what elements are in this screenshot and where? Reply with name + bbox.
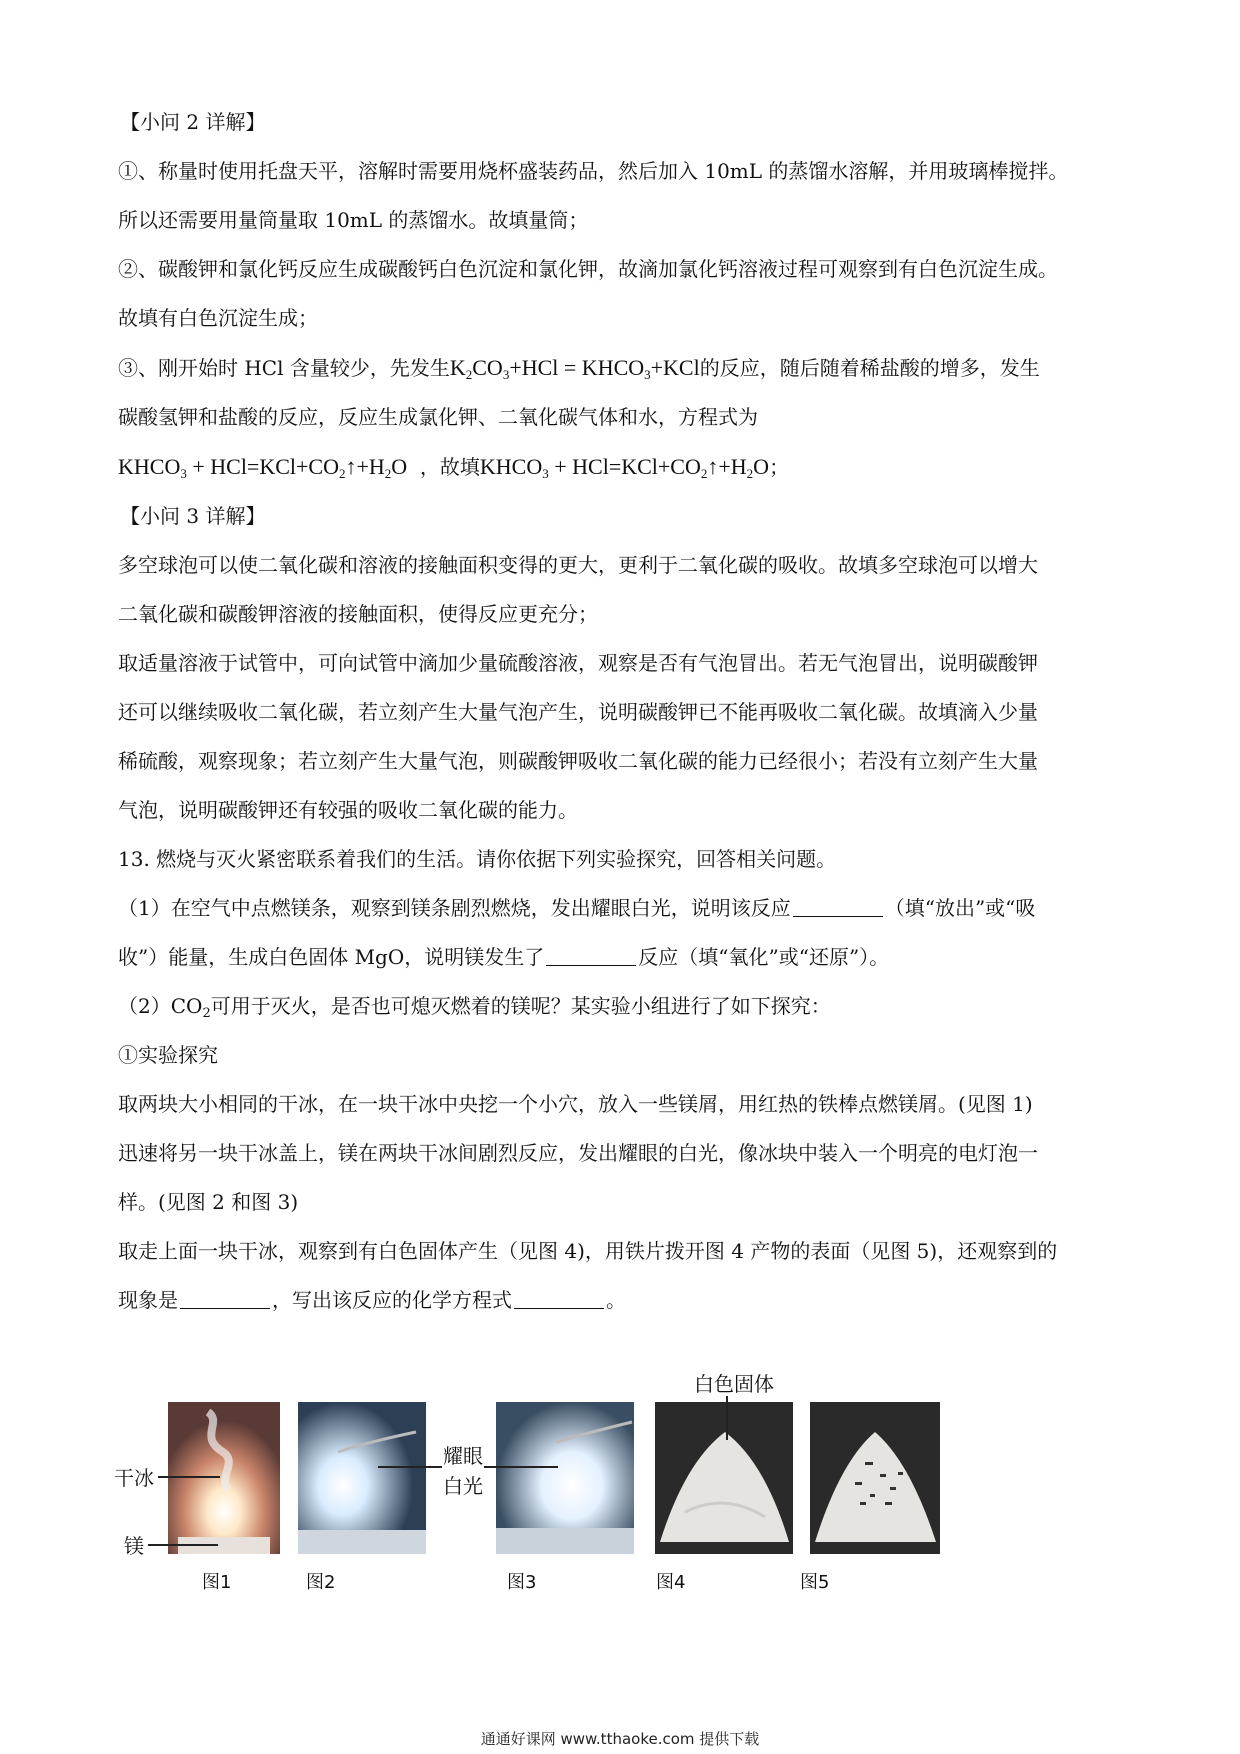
q13-exp-line4: 取走上面一块干冰，观察到有白色固体产生（见图 4)，用铁片拨开图 4 产物的表面（见图 5)，还观察到的 [118, 1239, 1058, 1263]
q13-part1-post: （填“放出”或“吸 [884, 896, 1036, 920]
figure-1-image [168, 1402, 280, 1554]
formula-sub: 3 [180, 466, 187, 481]
formula-khco3-hcl [118, 454, 407, 479]
formula-sub: 2 [465, 367, 473, 382]
experiment-figures [110, 1370, 1010, 1600]
label-bright-1: 耀眼 [443, 1444, 483, 1468]
figure-3-image [496, 1402, 634, 1554]
figure-4-image [655, 1402, 793, 1554]
formula-sub: 2 [338, 466, 346, 481]
formula-part: KHCO [118, 454, 181, 479]
q13-exp-l5-end: 。 [606, 1288, 626, 1312]
q2-heading: 【小问 2 详解】 [120, 110, 266, 134]
answer-blank[interactable] [180, 1288, 270, 1309]
q3-para2-line4: 气泡，说明碳酸钾还有较强的吸收二氧化碳的能力。 [118, 798, 578, 822]
co2-subscript: 2 [202, 1006, 211, 1021]
q2-para3-end: ； [769, 455, 790, 479]
formula-sub: 3 [542, 466, 549, 481]
document-body [118, 98, 1138, 1325]
leader-bright-left [378, 1466, 442, 1468]
leader-magnesium [148, 1544, 218, 1546]
page-footer: 通通好课网 www.tthaoke.com 提供下载 [480, 1730, 760, 1748]
formula-part: CO [472, 355, 503, 380]
formula-k2co3-hcl [450, 355, 700, 380]
q13-part2-pre: （2）CO [118, 994, 203, 1018]
caption-figure-1: 图1 [202, 1572, 232, 1593]
q3-para2-line1: 取适量溶液于试管中，可向试管中滴加少量硫酸溶液，观察是否有气泡冒出。若无气泡冒出，说明碳酸钾 [118, 651, 1038, 675]
caption-figure-4: 图4 [656, 1572, 686, 1593]
caption-figure-2: 图2 [306, 1572, 336, 1593]
q13-part2-line1 [118, 982, 1138, 1031]
q2-para3-mid: ，故填 [419, 455, 480, 479]
formula-part: ↑+H [345, 454, 385, 479]
q13-exp-l5-pre: 现象是 [118, 1288, 178, 1312]
q13-part2-post: 可用于灭火，是否也可熄灭燃着的镁呢？某实验小组进行了如下探究： [210, 994, 831, 1018]
q13-part1-line1 [118, 884, 1138, 933]
q2-para3-line2: 碳酸氢钾和盐酸的反应，反应生成氯化钾、二氧化碳气体和水，方程式为 [118, 405, 758, 429]
q2-para3-line1 [118, 343, 1138, 393]
q2-para2-line2: 故填有白色沉淀生成； [118, 306, 318, 330]
formula-part: + HCl=KCl+CO [186, 454, 339, 479]
q13-intro: 13. 燃烧与灭火紧密联系着我们的生活。请你依据下列实验探究，回答相关问题。 [118, 847, 837, 871]
q13-exp-line5 [118, 1276, 1138, 1325]
label-white-solid: 白色固体 [694, 1372, 774, 1396]
q13-part1-l2-pre: 收”）能量，生成白色固体 MgO，说明镁发生了 [118, 945, 545, 969]
answer-blank[interactable] [546, 945, 636, 966]
formula-part: + HCl=KCl+CO [548, 454, 701, 479]
formula-part: +KCl [650, 355, 700, 380]
formula-khco3-hcl-answer [480, 454, 769, 479]
formula-part: +HCl = KHCO [509, 355, 645, 380]
formula-part: KHCO [479, 454, 543, 479]
q13-exp-title: ①实验探究 [118, 1043, 218, 1067]
q2-para3-line3 [118, 442, 1138, 492]
q13-part1-pre: （1）在空气中点燃镁条，观察到镁条剧烈燃烧，发出耀眼白光，说明该反应 [118, 896, 791, 920]
caption-figure-5: 图5 [800, 1572, 830, 1593]
formula-sub: 2 [384, 466, 392, 481]
q2-para2-line1: ②、碳酸钾和氯化钙反应生成碳酸钙白色沉淀和氯化钾，故滴加氯化钙溶液过程可观察到有白色沉淀生成。 [118, 257, 1058, 281]
formula-sub: 3 [502, 367, 510, 382]
caption-figure-3: 图3 [507, 1572, 537, 1593]
leader-bright-right [484, 1466, 558, 1468]
figure-2-image [298, 1402, 426, 1554]
q3-para1-line2: 二氧化碳和碳酸钾溶液的接触面积，使得反应更充分； [118, 602, 598, 626]
q13-exp-l5-mid: ，写出该反应的化学方程式 [272, 1288, 512, 1312]
answer-blank[interactable] [793, 896, 883, 917]
q13-exp-line3: 样。(见图 2 和图 3) [118, 1190, 299, 1214]
q2-para3-post: 的反应，随后随着稀盐酸的增多，发生 [699, 356, 1040, 380]
formula-part: O [391, 454, 408, 479]
figure-5-image [810, 1402, 940, 1554]
q2-para1-line1: ①、称量时使用托盘天平，溶解时需要用烧杯盛装药品，然后加入 10mL 的蒸馏水溶解，并用玻璃棒搅拌。 [118, 159, 1069, 183]
label-dry-ice: 干冰 [114, 1466, 154, 1490]
q2-para3-pre: ③、刚开始时 HCl 含量较少，先发生 [118, 356, 450, 380]
q3-para2-line2: 还可以继续吸收二氧化碳，若立刻产生大量气泡产生，说明碳酸钾已不能再吸收二氧化碳。故填滴入少量 [118, 700, 1038, 724]
q13-exp-line2: 迅速将另一块干冰盖上，镁在两块干冰间剧烈反应，发出耀眼的白光，像冰块中装入一个明亮的电灯泡一 [118, 1141, 1038, 1165]
q13-part1-l2-post: 反应（填“氧化”或“还原”）。 [638, 945, 890, 969]
q3-para2-line3: 稀硫酸，观察现象；若立刻产生大量气泡，则碳酸钾吸收二氧化碳的能力已经很小；若没有立刻产生大量 [118, 749, 1038, 773]
leader-white-solid [726, 1396, 728, 1440]
leader-dry-ice [158, 1476, 220, 1478]
formula-part: ↑+H [707, 454, 747, 479]
formula-sub: 2 [746, 466, 754, 481]
label-magnesium: 镁 [124, 1534, 144, 1558]
q13-exp-line1: 取两块大小相同的干冰，在一块干冰中央挖一个小穴，放入一些镁屑，用红热的铁棒点燃镁屑。(见图 1) [118, 1092, 1033, 1116]
q3-para1-line1: 多空球泡可以使二氧化碳和溶液的接触面积变得的更大，更利于二氧化碳的吸收。故填多空球泡可以增大 [118, 553, 1038, 577]
formula-part: K [449, 355, 466, 380]
formula-sub: 2 [700, 466, 708, 481]
formula-part: O [753, 454, 770, 479]
label-bright-2: 白光 [443, 1474, 483, 1498]
q3-heading: 【小问 3 详解】 [120, 504, 266, 528]
answer-blank[interactable] [514, 1288, 604, 1309]
q13-part1-line2 [118, 933, 1138, 982]
formula-sub: 3 [644, 367, 651, 382]
q2-para1-line2: 所以还需要用量筒量取 10mL 的蒸馏水。故填量筒； [118, 208, 589, 232]
